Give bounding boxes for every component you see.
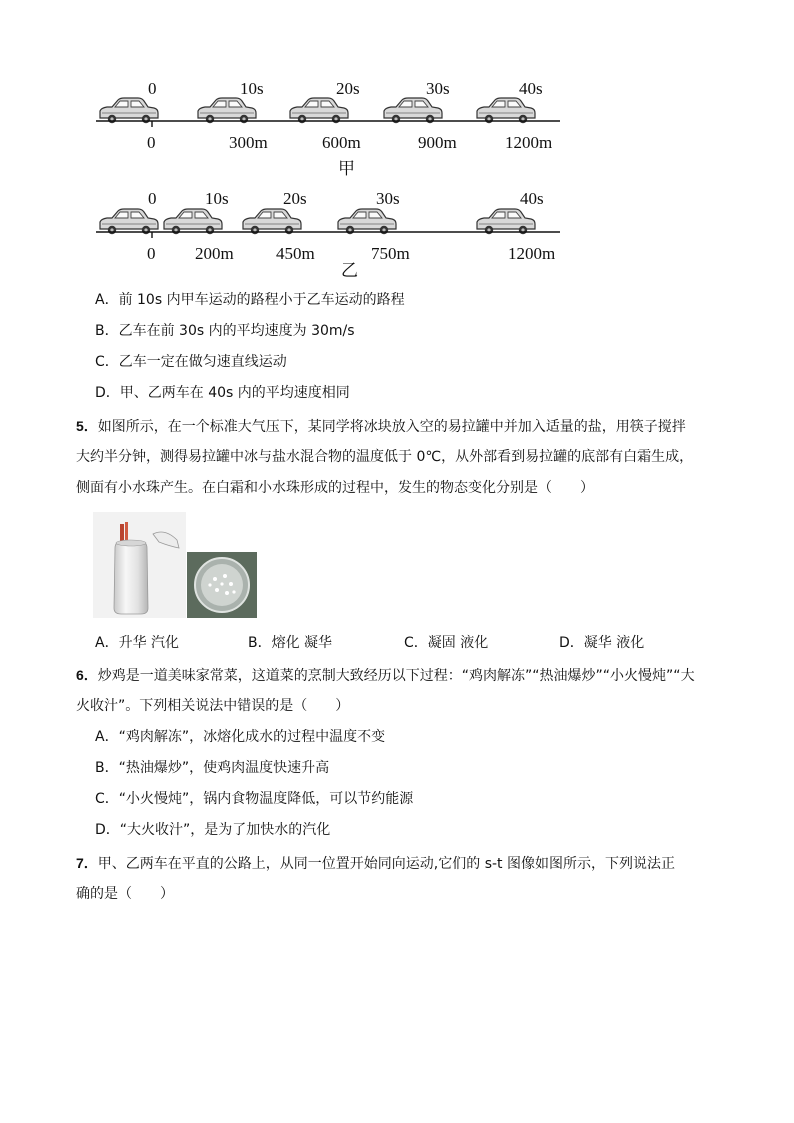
can-with-chopsticks-photo: [93, 512, 186, 618]
yi-time-20s: 20s: [283, 189, 307, 208]
q4-option-a: A．前 10s 内甲车运动的路程小于乙车运动的路程: [95, 292, 405, 308]
jia-caption: 甲: [338, 159, 355, 178]
q6-option-c: C．“小火慢炖”，锅内食物温度降低，可以节约能源: [95, 791, 414, 807]
yi-dist-1200m: 1200m: [508, 244, 556, 263]
car-jia-20s: [290, 98, 348, 123]
yi-caption: 乙: [341, 261, 358, 280]
car-yi-20s: [243, 209, 301, 234]
q5-option-a: A．升华 汽化: [95, 635, 180, 651]
jia-time-10s: 10s: [240, 79, 264, 98]
car-yi-30s: [338, 209, 396, 234]
q6-option-a: A．“鸡肉解冻”，冰熔化成水的过程中温度不变: [95, 729, 386, 745]
q4-option-c: C．乙车一定在做匀速直线运动: [95, 354, 287, 370]
q5-number: 5．: [76, 418, 98, 434]
car-yi-10s: [164, 209, 222, 234]
q5-stem-line-3: 侧面有小水珠产生。在白霜和小水珠形成的过程中，发生的物态变化分别是（ ）: [76, 480, 594, 496]
yi-dist-0: 0: [147, 244, 156, 263]
yi-dist-450m: 450m: [276, 244, 315, 263]
car-jia-0s: [100, 98, 158, 123]
car-yi-40s: [477, 209, 535, 234]
car-jia-10s: [198, 98, 256, 123]
car-jia-30s: [384, 98, 442, 123]
jia-time-40s: 40s: [519, 79, 543, 98]
q7-number: 7．: [76, 855, 98, 871]
q5-option-b: B．熔化 凝华: [248, 635, 333, 651]
yi-dist-200m: 200m: [195, 244, 234, 263]
yi-time-40s: 40s: [520, 189, 544, 208]
track-yi: [96, 189, 560, 280]
jia-dist-900m: 900m: [418, 133, 457, 152]
q6-number: 6．: [76, 667, 98, 683]
q6-option-d: D．“大火收汁”，是为了加快水的汽化: [95, 822, 331, 838]
q5-option-c: C．凝固 液化: [404, 635, 489, 651]
q6-option-b: B．“热油爆炒”，使鸡肉温度快速升高: [95, 760, 330, 776]
jia-dist-0: 0: [147, 133, 156, 152]
q6-stem-line-2: 火收汁”。下列相关说法中错误的是（ ）: [76, 698, 350, 714]
q4-option-b: B．乙车在前 30s 内的平均速度为 30m/s: [95, 323, 355, 339]
yi-time-0: 0: [148, 189, 157, 208]
frost-beads-photo: [187, 552, 257, 618]
q5-stem-line-2: 大约半分钟，测得易拉罐中冰与盐水混合物的温度低于 0℃，从外部看到易拉罐的底部有白霜生成，: [76, 449, 694, 465]
q7-stem-line-1: 7．甲、乙两车在平直的公路上，从同一位置开始同向运动,它们的 s-t 图像如图所示，下列说法正: [76, 855, 675, 872]
yi-time-30s: 30s: [376, 189, 400, 208]
q5-figure: [93, 512, 263, 620]
car-motion-diagram: [90, 70, 570, 280]
jia-dist-300m: 300m: [229, 133, 268, 152]
yi-time-10s: 10s: [205, 189, 229, 208]
jia-time-20s: 20s: [336, 79, 360, 98]
jia-time-0: 0: [148, 79, 157, 98]
q5-stem-line-1: 5．如图所示，在一个标准大气压下，某同学将冰块放入空的易拉罐中并加入适量的盐，用筷子搅拌: [76, 418, 686, 435]
jia-time-30s: 30s: [426, 79, 450, 98]
q7-stem-line-2: 确的是（ ）: [76, 886, 174, 902]
track-jia: [96, 79, 560, 178]
car-jia-40s: [477, 98, 535, 123]
q6-stem-line-1: 6．炒鸡是一道美味家常菜，这道菜的烹制大致经历以下过程：“鸡肉解冻”“热油爆炒”“小火慢炖”“大: [76, 667, 695, 684]
jia-dist-1200m: 1200m: [505, 133, 553, 152]
jia-dist-600m: 600m: [322, 133, 361, 152]
q4-option-d: D．甲、乙两车在 40s 内的平均速度相同: [95, 385, 350, 401]
q5-option-d: D．凝华 液化: [559, 635, 645, 651]
car-yi-0s: [100, 209, 158, 234]
yi-dist-750m: 750m: [371, 244, 410, 263]
